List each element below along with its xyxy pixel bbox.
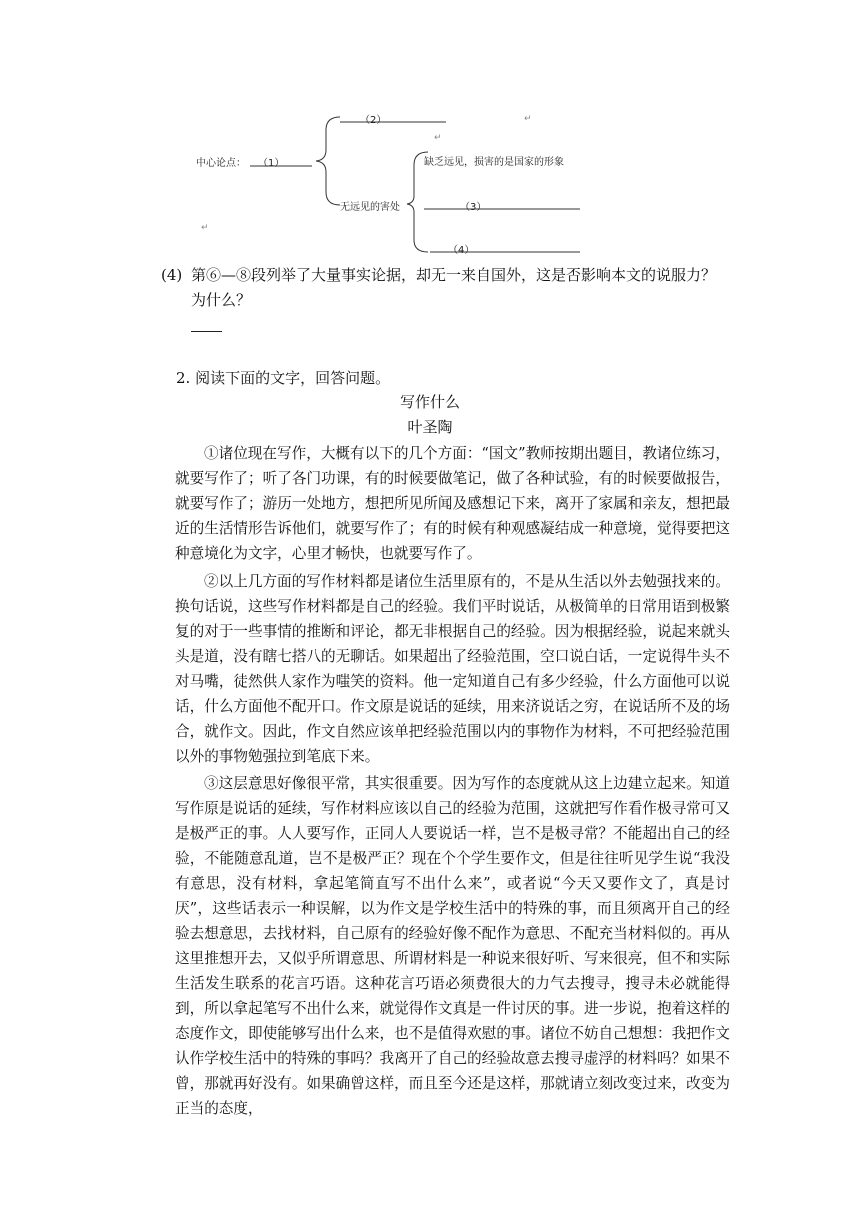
blank-2-label: （2） <box>360 115 387 126</box>
blank-3-label: （3） <box>460 202 487 213</box>
question-text-line2: 为什么？ <box>191 291 252 309</box>
blank-4-label: （4） <box>448 245 475 256</box>
answer-blank[interactable] <box>191 331 222 332</box>
harm-label: 无远见的害处 <box>340 202 400 213</box>
return-mark: ↵ <box>434 133 442 143</box>
harm-item-1: 缺乏远见，损害的是国家的形象 <box>424 157 564 168</box>
paragraph-3: ③这层意思好像很平常，其实很重要。因为写作的态度就从这上边建立起来。知道写作原是说话的延续，写作材料应该以自己的经验为范围，这就把写作看作极寻常可又是极严正的事。人人要写作，正同人人要说话一样，岂不是极寻常？不能超出自己的经验，不能随意乱道，岂不是极严正？现在个个学生要作文，但是往往听见学生说“我没有意思，没有材料，拿起笔简直写不出什么来”，或者说“今天又要作文了，真是讨厌”，这些话表示一种误解，以为作文是学校生活中的特殊的事，而且须离开自己的经验去想意思，去找材料，自己原有的经验好像不配作为意思、不配充当材料似的。再从这里推想开去，又似乎所谓意思、所谓材料是一种说来很好听、写来很亮，但不和实际生活发生联系的花言巧语。这种花言巧语必须费很大的力气去搜寻，搜寻未必就能得到，所以拿起笔写不出什么来，就觉得作文真是一件讨厌的事。进一步说，抱着这样的态度作文，即使能够写出什么来，也不是值得欢慰的事。诸位不妨自己想想：我把作文认作学校生活中的特殊的事吗？我离开了自己的经验故意去搜寻虚浮的材料吗？如果不曾，那就再好没有。如果确曾这样，而且至今还是这样，那就请立刻改变过来，改变为正当的态度， <box>175 775 730 1117</box>
question-number: (4) <box>161 266 183 284</box>
return-mark: ↵ <box>524 114 532 124</box>
question-text-line1: 第⑥—⑧段列举了大量事实论据，却无一来自国外，这是否影响本文的说服力？ <box>191 266 717 284</box>
instruction: 2. 阅读下面的文字，回答问题。 <box>176 369 391 387</box>
article-author: 叶圣陶 <box>407 418 453 436</box>
center-argument-label: 中心论点： <box>196 158 246 169</box>
paragraph-1: ①诸位现在写作，大概有以下的几个方面：“国文”教师按期出题目，教诸位练习，就要写作了；听了各门功课，有的时候要做笔记，做了各种试验，有的时候要做报告，就要写作了；游历一处地方，想把所见所闻及感想记下来，离开了家属和亲友，想把最近的生活情形告诉他们，就要写作了；有的时候有种观感凝结成一种意境，觉得要把这种意境化为文字，心里才畅快，也就要写作了。 <box>175 445 730 562</box>
blank-1-label: （1） <box>258 158 285 169</box>
paragraph-2: ②以上几方面的写作材料都是诸位生活里原有的，不是从生活以外去勉强找来的。换句话说，这些写作材料都是自己的经验。我们平时说话，从极简单的日常用语到极繁复的对于一些事情的推断和评论，都无非根据自己的经验。因为根据经验，说起来就头头是道，没有瞎七搭八的无聊话。如果超出了经验范围，空口说白话，一定说得牛头不对马嘴，徒然供人家作为嗤笑的资料。他一定知道自己有多少经验，什么方面他可以说话，什么方面他不配开口。作文原是说话的延续，用来济说话之穷，在说话所不及的场合，就作文。因此，作文自然应该单把经验范围以内的事物作为材料，不可把经验范围以外的事物勉强拉到笔底下来。 <box>175 573 730 765</box>
return-mark: ↵ <box>201 223 209 233</box>
article-title: 写作什么 <box>399 393 460 411</box>
diagram-lines <box>0 0 860 270</box>
